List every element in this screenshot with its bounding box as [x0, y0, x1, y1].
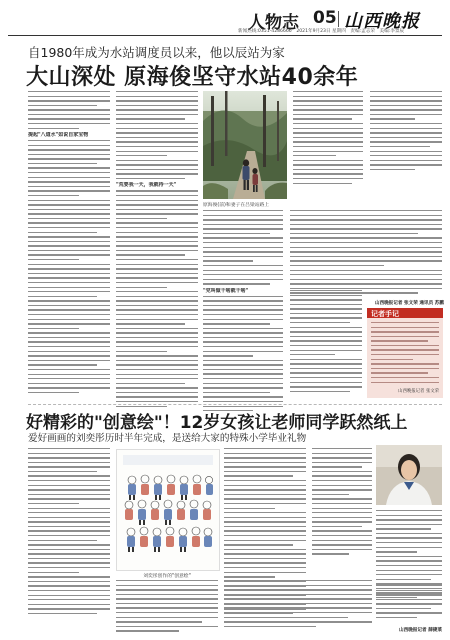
article1-title: 大山深处 原海俊坚守水站40余年 [26, 65, 359, 90]
article1-subtitle: 自1980年成为水站调度员以来，他以辰站为家 [28, 45, 285, 60]
girl-portrait [376, 445, 442, 505]
header-rule [8, 35, 442, 36]
forest-path-photo [203, 91, 287, 199]
page-number: 05 [313, 8, 337, 28]
article1-subhead-1: 提起"八道水"如说自家宝物 [28, 132, 89, 139]
article-divider [28, 404, 442, 405]
article2-photo-caption: 刘奕彤创作的"创意绘" [143, 574, 191, 579]
editor-note-body [371, 322, 439, 383]
article1-column-6 [290, 290, 362, 392]
article2-title: 好精彩的"创意绘"！12岁女孩让老师同学跃然纸上 [26, 413, 408, 433]
section-name: 人物志 [248, 13, 299, 33]
article1-column-2 [116, 91, 198, 407]
article2-column-4 [312, 448, 372, 555]
header-divider [338, 11, 339, 27]
editor-note-byline: 山西晚报记者 张文荣 [398, 389, 439, 394]
class-portrait-drawing [117, 450, 219, 570]
article1-column-1 [28, 91, 110, 393]
article2-column-2 [116, 580, 218, 632]
page-header [0, 0, 450, 34]
article2-drawing [116, 449, 220, 571]
editor-note-title: 记者手记 [371, 310, 399, 318]
article1-column-5 [290, 210, 442, 294]
article2-portrait-photo [376, 445, 442, 505]
article2-column-6 [224, 580, 372, 627]
article1-column-3 [293, 91, 363, 184]
article1-subhead-2: "荒要我一天，我就待一天" [116, 182, 177, 189]
article1-photo [203, 91, 287, 199]
article2-subtitle: 爱好画画的刘奕彤历时半年完成，是送给大家的特殊小学毕业礼物 [28, 433, 307, 444]
article1-byline: 山西晚报记者 张文荣 通讯员 苏鹏 [374, 301, 444, 306]
editor-note-box [367, 308, 443, 398]
article1-column-4 [370, 91, 442, 170]
paper-logo: 山西晚报 [344, 11, 420, 32]
header-meta-line: 新闻热线:0351-4286666 2021年9月23日 星期四 责编:孟志荣 美编:李景辰 [238, 29, 405, 34]
article1-photo-caption: 原海俊(前)和妻子在吕梁站路上 [203, 203, 270, 208]
article2-byline: 山西晚报记者 薛捷菜 [399, 628, 442, 633]
article1-column-3b [203, 210, 283, 411]
article2-column-1 [28, 448, 110, 614]
article2-column-7 [376, 585, 442, 618]
article1-subhead-3: "党叫做干啥就干啥" [203, 287, 249, 294]
